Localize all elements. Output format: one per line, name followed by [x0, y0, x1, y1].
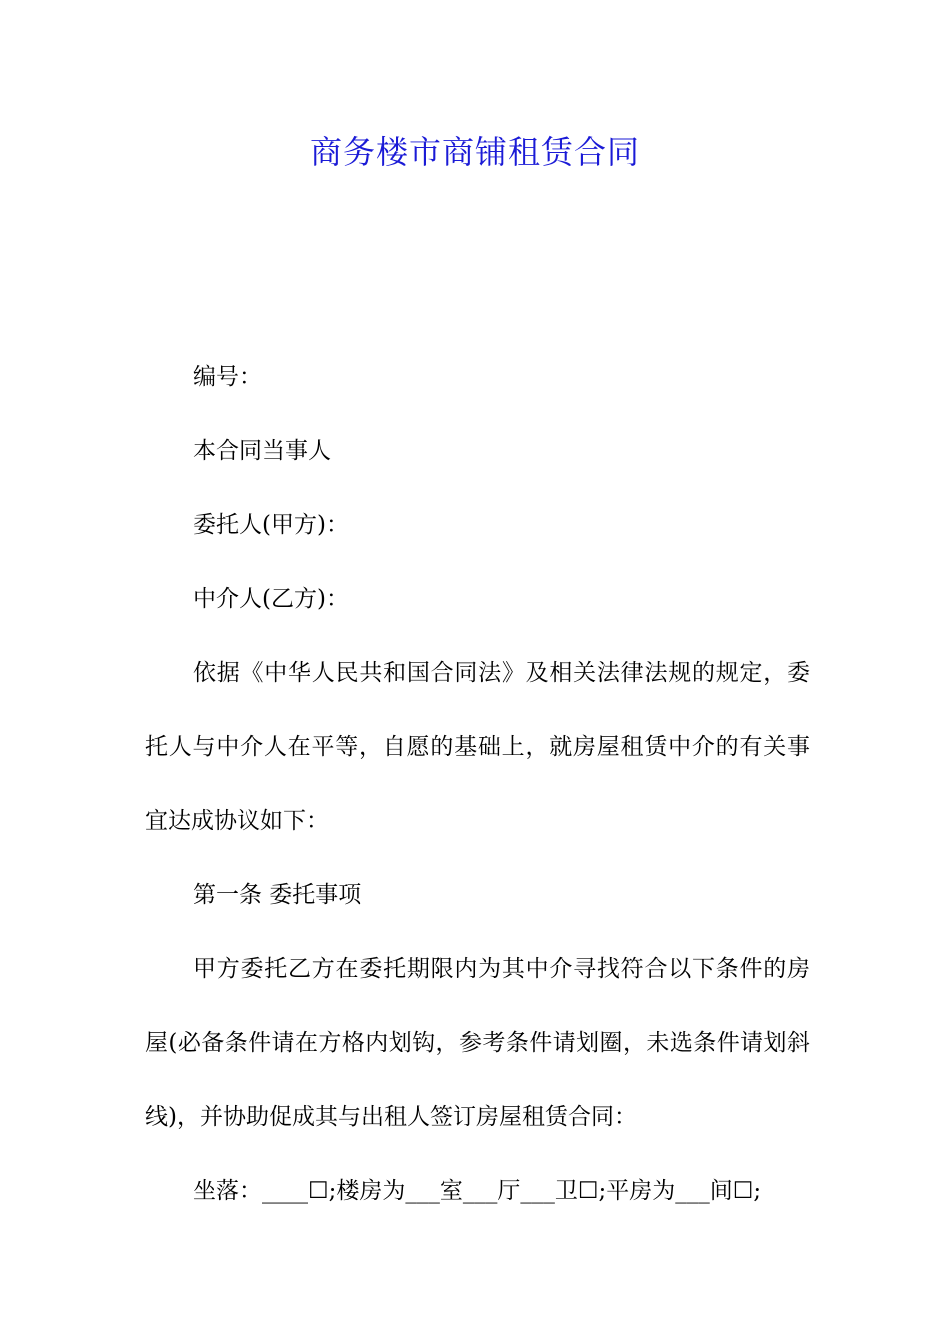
- paragraph-article-one-heading: 第一条 委托事项: [193, 882, 362, 908]
- paragraph-contract-number: 编号：: [193, 364, 262, 390]
- document-body: [145, 340, 810, 1228]
- paragraph-party-a: 委托人(甲方)：: [193, 512, 349, 538]
- paragraph-article-one-body: 甲方委托乙方在委托期限内为其中介寻找符合以下条件的房屋(必备条件请在方格内划钩，参考条件请划圈，未选条件请划斜线)，并协助促成其与出租人签订房屋租赁合同：: [145, 956, 810, 1130]
- paragraph-parties-heading: 本合同当事人: [193, 438, 331, 464]
- paragraph-party-b: 中介人(乙方)：: [193, 586, 349, 612]
- document-title: 商务楼市商铺租赁合同: [309, 133, 640, 171]
- paragraph-legal-basis: 依据《中华人民共和国合同法》及相关法律法规的规定，委托人与中介人在平等，自愿的基础上，就房屋租赁中介的有关事宜达成协议如下：: [145, 660, 810, 834]
- paragraph-location-fields: 坐落：____☐;楼房为___室___厅___卫☐;平房为___间☐;: [193, 1178, 762, 1204]
